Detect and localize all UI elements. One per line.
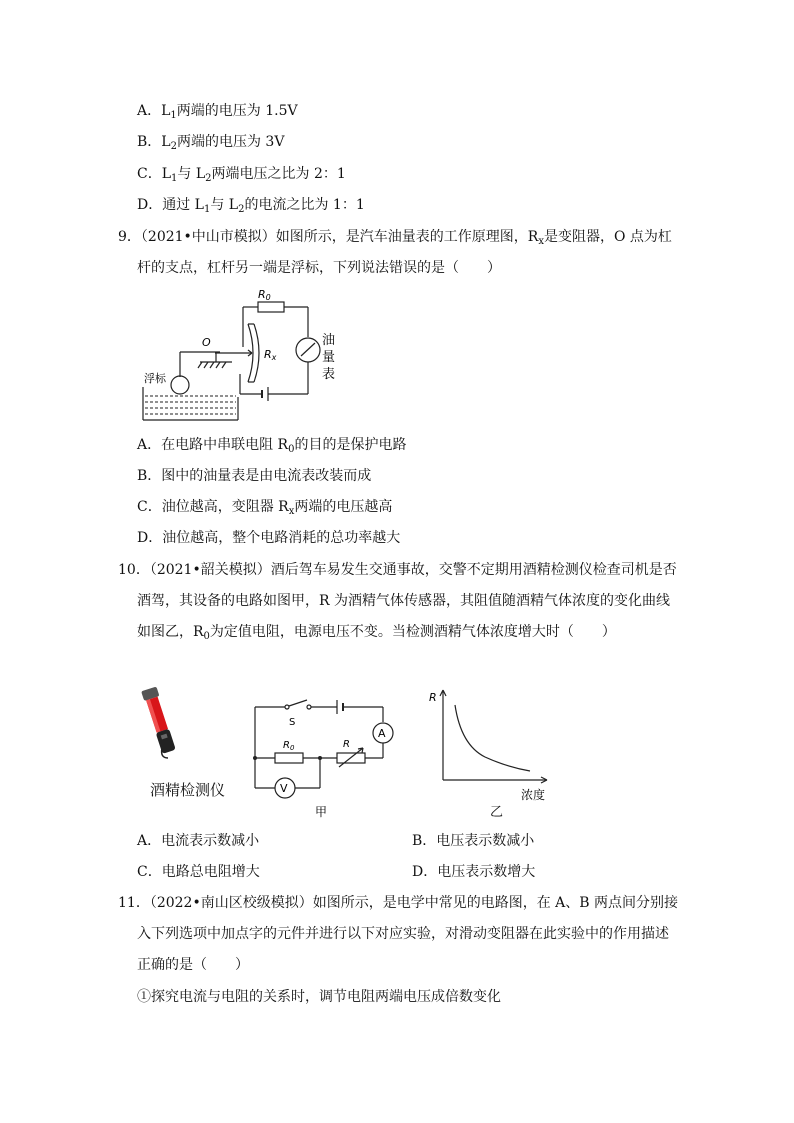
q9-fig-rx-label: Rx bbox=[264, 348, 277, 362]
q9-fig-r0-label: R0 bbox=[258, 288, 271, 302]
q10-fig-r0-label: $R_0$ bbox=[283, 740, 295, 752]
q10-option-b: B．电压表示数减小 bbox=[412, 833, 535, 849]
q9-fig-gauge-char1: 油 bbox=[322, 333, 336, 348]
q10-detector-image bbox=[140, 682, 200, 762]
q10-graph-x-label: 浓度 bbox=[521, 788, 546, 802]
q10-circuit-figure bbox=[245, 692, 405, 822]
q9-fig-float-label: 浮标 bbox=[144, 372, 166, 385]
q10-fig-circuit-label: 甲 bbox=[315, 805, 328, 819]
q8-option-c: C．$L_1$与 $L_2$两端电压之比为 2：1 bbox=[137, 166, 346, 184]
q9-option-c: C．油位越高，变阻器 $R_x$两端的电压越高 bbox=[137, 499, 393, 517]
q10-option-c: C．电路总电阻增大 bbox=[137, 864, 260, 880]
q10-stem-line2: 酒驾，其设备的电路如图甲，R 为酒精气体传感器，其阻值随酒精气体浓度的变化曲线 bbox=[137, 593, 670, 609]
q11-stem-line2: 入下列选项中加点字的元件并进行以下对应实验，对滑动变阻器在此实验中的作用描述 bbox=[137, 926, 669, 942]
q11-stem-line3: 正确的是（ ） bbox=[137, 957, 249, 973]
q9-fig-pivot-label: O bbox=[202, 336, 211, 349]
q10-resistance-graph bbox=[425, 685, 555, 805]
q9-option-d: D．油位越高，整个电路消耗的总功率越大 bbox=[137, 530, 401, 546]
q10-option-d: D．电压表示数增大 bbox=[412, 864, 536, 880]
q9-stem-line1: 9．（2021•中山市模拟）如图所示，是汽车油量表的工作原理图，$R_x$是变阻器，O 点为杠 bbox=[118, 229, 672, 247]
q11-item-1: ①探究电流与电阻的关系时，调节电阻两端电压成倍数变化 bbox=[137, 989, 501, 1005]
q10-graph-label: 乙 bbox=[490, 805, 504, 820]
q9-fig-gauge-char2: 量 bbox=[322, 350, 336, 365]
q11-stem-line1: 11．（2022•南山区校级模拟）如图所示，是电学中常见的电路图，在 A、B 两点间分别接 bbox=[118, 895, 679, 911]
q9-oil-gauge-figure bbox=[140, 282, 350, 427]
q10-stem-line1: 10．（2021•韶关模拟）酒后驾车易发生交通事故，交警不定期用酒精检测仪检查司机是否 bbox=[118, 562, 677, 578]
q10-stem-line3: 如图乙，$R_0$为定值电阻，电源电压不变。当检测酒精气体浓度增大时（ ） bbox=[137, 624, 616, 642]
q8-option-b: B．$L_2$两端的电压为 3V bbox=[137, 134, 285, 152]
q10-fig-ammeter-label: A bbox=[378, 727, 386, 740]
q9-stem-line2: 杆的支点，杠杆另一端是浮标，下列说法错误的是（ ） bbox=[137, 260, 501, 276]
q10-graph-y-label: R bbox=[429, 691, 437, 704]
q8-option-d: D．通过 $L_1$与 $L_2$的电流之比为 1：1 bbox=[137, 197, 365, 215]
q9-fig-gauge-char3: 表 bbox=[322, 367, 336, 382]
q10-fig-r-label: R bbox=[343, 739, 350, 750]
q10-fig-voltmeter-label: V bbox=[280, 782, 288, 795]
q9-option-b: B．图中的油量表是由电流表改装而成 bbox=[137, 468, 372, 484]
q8-option-a: A．$L_1$两端的电压为 1.5V bbox=[137, 103, 298, 121]
q10-detector-label: 酒精检测仪 bbox=[150, 781, 226, 799]
q9-option-a: A．在电路中串联电阻 $R_0$的目的是保护电路 bbox=[137, 437, 407, 455]
q10-option-a: A．电流表示数减小 bbox=[137, 833, 260, 849]
q10-fig-switch-label: S bbox=[289, 717, 296, 728]
